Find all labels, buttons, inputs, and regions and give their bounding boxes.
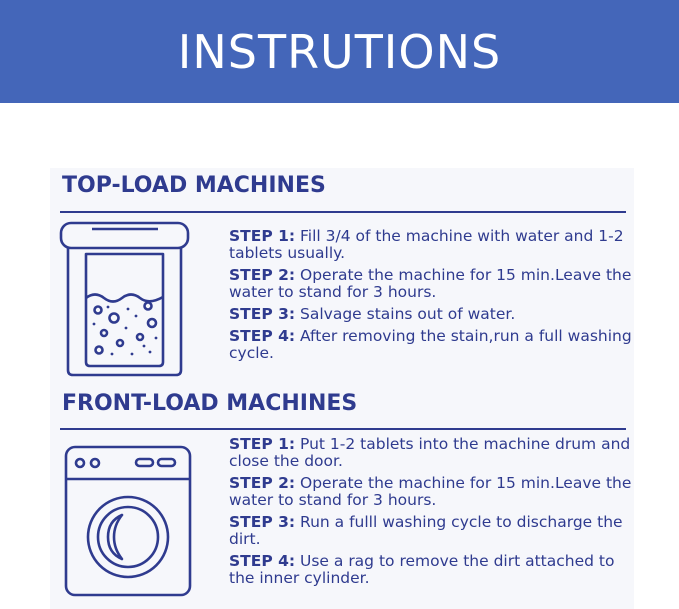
front-load-step-4 [229,553,634,587]
step-label: STEP 3: [229,305,296,323]
top-load-divider [60,211,626,213]
front-load-step-1 [229,436,634,470]
front-load-washer-icon [64,445,192,597]
step-label: STEP 2: [229,474,296,492]
top-load-step-2 [229,267,634,301]
step-text: Salvage stains out of water. [295,305,516,323]
step-label: STEP 3: [229,513,296,531]
front-load-divider [60,428,626,430]
front-load-steps [229,436,634,592]
step-label: STEP 2: [229,266,296,284]
top-load-steps [229,228,634,367]
top-load-section-title: TOP-LOAD MACHINES [62,173,326,198]
step-text: Operate the machine for 15 min.Leave the water to stand for 3 hours. [229,266,632,301]
step-text: Use a rag to remove the dirt attached to the inner cylinder. [229,552,615,587]
step-text: Operate the machine for 15 min.Leave the water to stand for 3 hours. [229,474,632,509]
front-load-step-3 [229,514,634,548]
top-load-washer-icon [58,220,191,378]
front-load-step-2 [229,475,634,509]
step-label: STEP 4: [229,552,296,570]
step-text: After removing the stain,run a full washing cycle. [229,327,632,362]
step-label: STEP 4: [229,327,296,345]
front-load-section-title: FRONT-LOAD MACHINES [62,391,358,416]
page-title: INSTRUTIONS [177,24,502,79]
header-banner [0,0,679,103]
top-load-step-3 [229,306,634,323]
step-text: Put 1-2 tablets into the machine drum and close the door. [229,435,631,470]
step-text: Run a fulll washing cycle to discharge the dirt. [229,513,623,548]
step-text: Fill 3/4 of the machine with water and 1-2 tablets usually. [229,227,624,262]
top-load-step-4 [229,328,634,362]
step-label: STEP 1: [229,435,296,453]
top-load-step-1 [229,228,634,262]
step-label: STEP 1: [229,227,296,245]
